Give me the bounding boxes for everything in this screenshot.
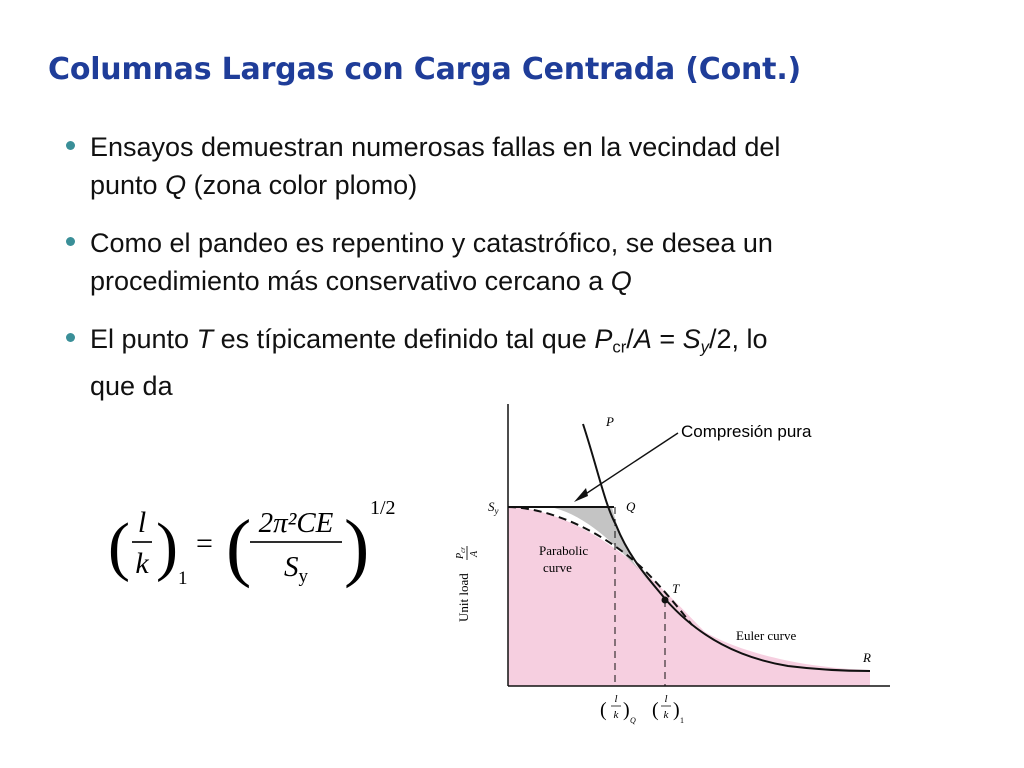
bullet-3-sub-y: y bbox=[700, 337, 709, 357]
bullet-3-slash: / bbox=[626, 324, 634, 354]
bullet-dot-icon bbox=[66, 333, 75, 342]
formula-exponent: 1/2 bbox=[370, 497, 396, 519]
bullet-3-var-t: T bbox=[196, 324, 214, 354]
bullet-1-line-2b: (zona color plomo) bbox=[186, 170, 418, 200]
y-label-p-cr: $P_{cr}$ bbox=[455, 547, 467, 559]
label-sy: $S_y$ bbox=[488, 499, 499, 516]
compresion-arrow bbox=[578, 433, 678, 499]
label-p: P bbox=[606, 414, 614, 429]
formula-left-paren: ( bbox=[108, 510, 130, 583]
tick-1-left-paren: ( bbox=[652, 699, 659, 721]
column-curve-figure bbox=[440, 400, 910, 745]
tick-label-1 bbox=[652, 693, 684, 725]
label-q: Q bbox=[626, 499, 636, 514]
formula-denominator: $S_y$ bbox=[284, 551, 308, 587]
y-axis-label bbox=[455, 546, 480, 622]
arrow-head-icon bbox=[574, 488, 588, 502]
tick-1-subscript: 1 bbox=[680, 716, 684, 725]
formula-big-right-paren: ) bbox=[344, 505, 370, 589]
formula-subscript-1: 1 bbox=[178, 568, 188, 589]
tick-1-right-paren: ) bbox=[673, 699, 680, 721]
bullet-2-var-q: Q bbox=[610, 266, 632, 296]
tick-1-k: k bbox=[663, 709, 669, 721]
bullet-item-3 bbox=[62, 320, 922, 405]
bullet-3-line-2: que da bbox=[90, 370, 173, 401]
label-t: T bbox=[672, 581, 680, 596]
bullet-3-var-a: A bbox=[633, 324, 652, 354]
bullet-1-line-1: Ensayos demuestran numerosas fallas en la vecindad del bbox=[90, 132, 781, 162]
bullet-item-1 bbox=[62, 128, 922, 204]
y-label-unit-load: Unit load bbox=[456, 573, 471, 622]
tick-q-k: k bbox=[613, 709, 619, 721]
label-compresion-pura: Compresión pura bbox=[681, 422, 812, 441]
label-euler-curve: Euler curve bbox=[736, 628, 797, 643]
formula-big-left-paren: ( bbox=[226, 505, 252, 589]
formula-right-paren: ) bbox=[156, 510, 178, 583]
bullet-3-var-s: S bbox=[682, 324, 701, 354]
bullet-3-line-1a: El punto bbox=[90, 324, 197, 354]
bullet-item-2 bbox=[62, 224, 922, 300]
tick-label-q bbox=[600, 693, 636, 725]
label-r: R bbox=[863, 650, 871, 665]
formula-numerator: 2π²CE bbox=[258, 507, 334, 539]
bullet-3-equals: = bbox=[651, 324, 683, 354]
bullet-dot-icon bbox=[66, 141, 75, 150]
safe-region-pink bbox=[508, 507, 870, 686]
bullet-dot-icon bbox=[66, 237, 75, 246]
formula-equals: = bbox=[196, 527, 213, 560]
label-parabolic-curve: curve bbox=[543, 560, 572, 575]
bullet-2-line-1: Como el pandeo es repentino y catastrófico, se desea un bbox=[90, 228, 773, 258]
point-t-marker bbox=[662, 597, 669, 604]
bullet-3-var-p: P bbox=[594, 324, 613, 354]
bullet-3-half: /2, lo bbox=[709, 324, 768, 354]
y-label-a: A bbox=[469, 550, 480, 557]
tick-q-left-paren: ( bbox=[600, 699, 607, 721]
slenderness-formula bbox=[108, 490, 408, 605]
tick-1-l: l bbox=[664, 693, 668, 705]
label-parabolic: Parabolic bbox=[539, 543, 589, 558]
formula-k: k bbox=[135, 547, 149, 580]
tick-q-l: l bbox=[614, 693, 618, 705]
tick-q-right-paren: ) bbox=[623, 699, 630, 721]
tick-q-subscript: Q bbox=[630, 716, 636, 725]
bullet-3-line-1b: es típicamente definido tal que bbox=[213, 324, 595, 354]
bullet-1-line-2a: punto bbox=[90, 170, 166, 200]
bullet-2-line-2a: procedimiento más conservativo cercano a bbox=[90, 266, 611, 296]
bullet-1-var-q: Q bbox=[165, 170, 187, 200]
bullet-list bbox=[62, 128, 922, 425]
bullet-3-sub-cr: cr bbox=[612, 337, 627, 357]
slide-title: Columnas Largas con Carga Centrada (Cont.) bbox=[48, 52, 802, 87]
formula-l: l bbox=[137, 506, 147, 539]
